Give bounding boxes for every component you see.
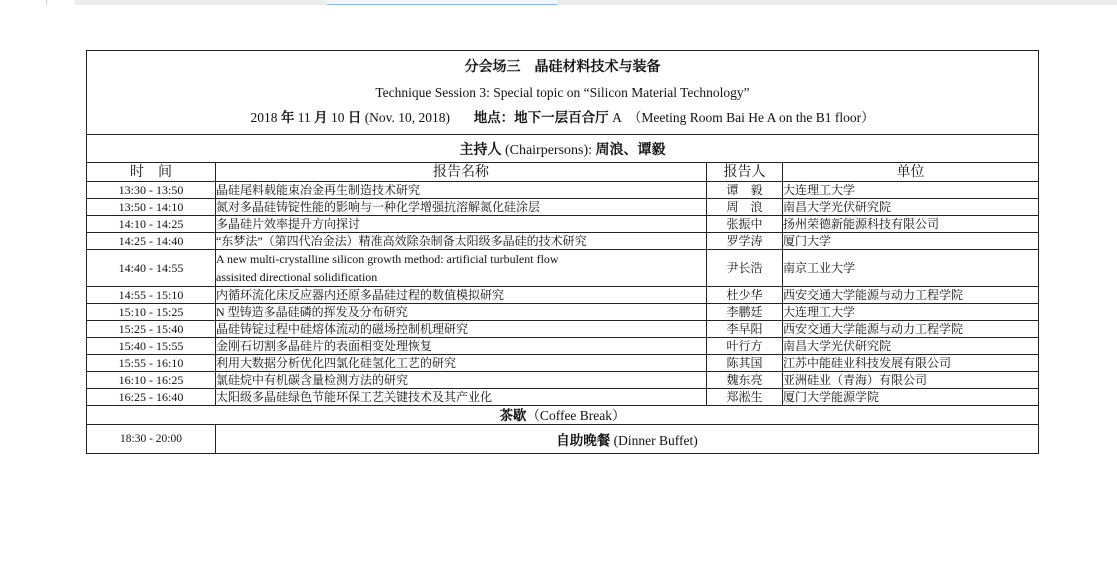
chairpersons-row [87, 135, 1039, 163]
coffee-break-row [87, 406, 1039, 425]
table-row [87, 250, 1039, 287]
row-time: 15:40 - 15:55 [87, 338, 216, 355]
toolbar-area-right [557, 0, 1117, 5]
row-speaker: 李早阳 [707, 321, 783, 338]
row-time: 14:55 - 15:10 [87, 287, 216, 304]
col-header-speaker: 报告人 [707, 163, 783, 182]
row-title: 多晶硅片效率提升方向探讨 [216, 216, 707, 233]
table-row [87, 233, 1039, 250]
row-unit: 亚洲硅业（青海）有限公司 [783, 372, 1039, 389]
row-unit: 南昌大学光伏研究院 [783, 199, 1039, 216]
row-title: 氮对多晶硅铸锭性能的影响与一种化学增强抗溶解氮化硅涂层 [216, 199, 707, 216]
row-title [216, 250, 707, 287]
table-row [87, 321, 1039, 338]
session-subtitle-en: Technique Session 3: Special topic on “Silicon Material Technology” [375, 85, 750, 100]
row-title-line2: assisited directional solidification [216, 270, 378, 284]
row-unit: 西安交通大学能源与动力工程学院 [783, 287, 1039, 304]
row-speaker: 李鹏廷 [707, 304, 783, 321]
session-title: 分会场三 晶硅材料技术与装备 [464, 60, 661, 75]
chair-names: 周浪、谭毅 [595, 142, 666, 158]
row-unit: 厦门大学 [783, 233, 1039, 250]
row-title: N 型铸造多晶硅磷的挥发及分布研究 [216, 304, 707, 321]
location-en: （Meeting Room Bai He A on the B1 floor） [627, 110, 875, 125]
table-row [87, 372, 1039, 389]
dinner-row [87, 425, 1039, 454]
row-title: 内循环流化床反应器内还原多晶硅过程的数值模拟研究 [216, 287, 707, 304]
row-title: 太阳级多晶硅绿色节能环保工艺关键技术及其产业化 [216, 389, 707, 406]
row-unit: 大连理工大学 [783, 304, 1039, 321]
row-title: 金刚石切割多晶硅片的表面相变处理恢复 [216, 338, 707, 355]
row-unit: 厦门大学能源学院 [783, 389, 1039, 406]
row-title-line1: A new multi-crystalline silicon growth method: artificial turbulent flow [216, 252, 559, 266]
table-row [87, 338, 1039, 355]
row-unit: 南京工业大学 [783, 250, 1039, 287]
date-month-char: 月 [310, 110, 331, 125]
date-day-char: 日 [344, 110, 365, 125]
row-speaker: 陈其国 [707, 355, 783, 372]
date-year-char: 年 [277, 110, 298, 125]
row-unit: 大连理工大学 [783, 182, 1039, 199]
date-en: (Nov. 10, 2018) [364, 110, 451, 125]
row-unit: 西安交通大学能源与动力工程学院 [783, 321, 1039, 338]
session-header [87, 51, 1039, 135]
table-row [87, 389, 1039, 406]
row-title: 晶硅尾料载能束冶金再生制造技术研究 [216, 182, 707, 199]
dinner-label: 自助晚餐 [556, 433, 611, 448]
row-speaker: 郑淞生 [707, 389, 783, 406]
row-title: “东梦法”（第四代冶金法）精准高效除杂制备太阳级多晶硅的技术研究 [216, 233, 707, 250]
row-speaker: 罗学涛 [707, 233, 783, 250]
location-letter: A [608, 110, 625, 125]
row-unit: 扬州荣德新能源科技有限公司 [783, 216, 1039, 233]
chairpersons-cell [87, 135, 1039, 163]
date-month: 11 [297, 110, 311, 125]
coffee-break-cell [87, 406, 1039, 425]
table-row [87, 304, 1039, 321]
row-speaker: 魏东亮 [707, 372, 783, 389]
row-time: 16:10 - 16:25 [87, 372, 216, 389]
toolbar-area-left [75, 0, 327, 5]
row-speaker: 周 浪 [707, 199, 783, 216]
col-header-unit: 单位 [783, 163, 1039, 182]
session-schedule-table [86, 50, 1039, 454]
col-header-title: 报告名称 [216, 163, 707, 182]
date-day: 10 [330, 110, 345, 125]
chair-label: 主持人 [459, 142, 502, 158]
coffee-break-label: 茶歇 [499, 407, 527, 423]
dinner-time: 18:30 - 20:00 [87, 425, 216, 454]
location-label: 地点：地下一层百合厅 [473, 110, 609, 125]
row-unit: 南昌大学光伏研究院 [783, 338, 1039, 355]
table-row [87, 216, 1039, 233]
coffee-break-label-en: （Coffee Break） [526, 407, 626, 423]
col-header-time: 时 间 [87, 163, 216, 182]
chair-label-en: (Chairpersons): [501, 142, 596, 158]
toolbar-divider [46, 0, 47, 5]
table-row [87, 287, 1039, 304]
date-year: 2018 [250, 110, 278, 125]
row-time: 13:50 - 14:10 [87, 199, 216, 216]
row-time: 13:30 - 13:50 [87, 182, 216, 199]
session-date-location [87, 105, 1038, 130]
row-time: 14:25 - 14:40 [87, 233, 216, 250]
row-time: 14:40 - 14:55 [87, 250, 216, 287]
dinner-cell [216, 425, 1039, 454]
row-time: 15:25 - 15:40 [87, 321, 216, 338]
row-speaker: 谭 毅 [707, 182, 783, 199]
table-header-row [87, 51, 1039, 135]
column-header-row [87, 163, 1039, 182]
viewer-top-bar [0, 0, 1117, 5]
table-row [87, 355, 1039, 372]
active-tab-indicator[interactable] [327, 0, 557, 5]
dinner-label-en: (Dinner Buffet) [610, 433, 698, 448]
row-title: 氯硅烷中有机碳含量检测方法的研究 [216, 372, 707, 389]
row-time: 15:55 - 16:10 [87, 355, 216, 372]
table-row [87, 182, 1039, 199]
row-time: 16:25 - 16:40 [87, 389, 216, 406]
row-speaker: 叶行方 [707, 338, 783, 355]
row-speaker: 杜少华 [707, 287, 783, 304]
row-title: 晶硅铸锭过程中硅熔体流动的磁场控制机理研究 [216, 321, 707, 338]
row-time: 14:10 - 14:25 [87, 216, 216, 233]
row-time: 15:10 - 15:25 [87, 304, 216, 321]
row-speaker: 张振中 [707, 216, 783, 233]
table-row [87, 199, 1039, 216]
row-speaker: 尹长浩 [707, 250, 783, 287]
row-unit: 江苏中能硅业科技发展有限公司 [783, 355, 1039, 372]
row-title: 利用大数据分析优化四氯化硅氢化工艺的研究 [216, 355, 707, 372]
